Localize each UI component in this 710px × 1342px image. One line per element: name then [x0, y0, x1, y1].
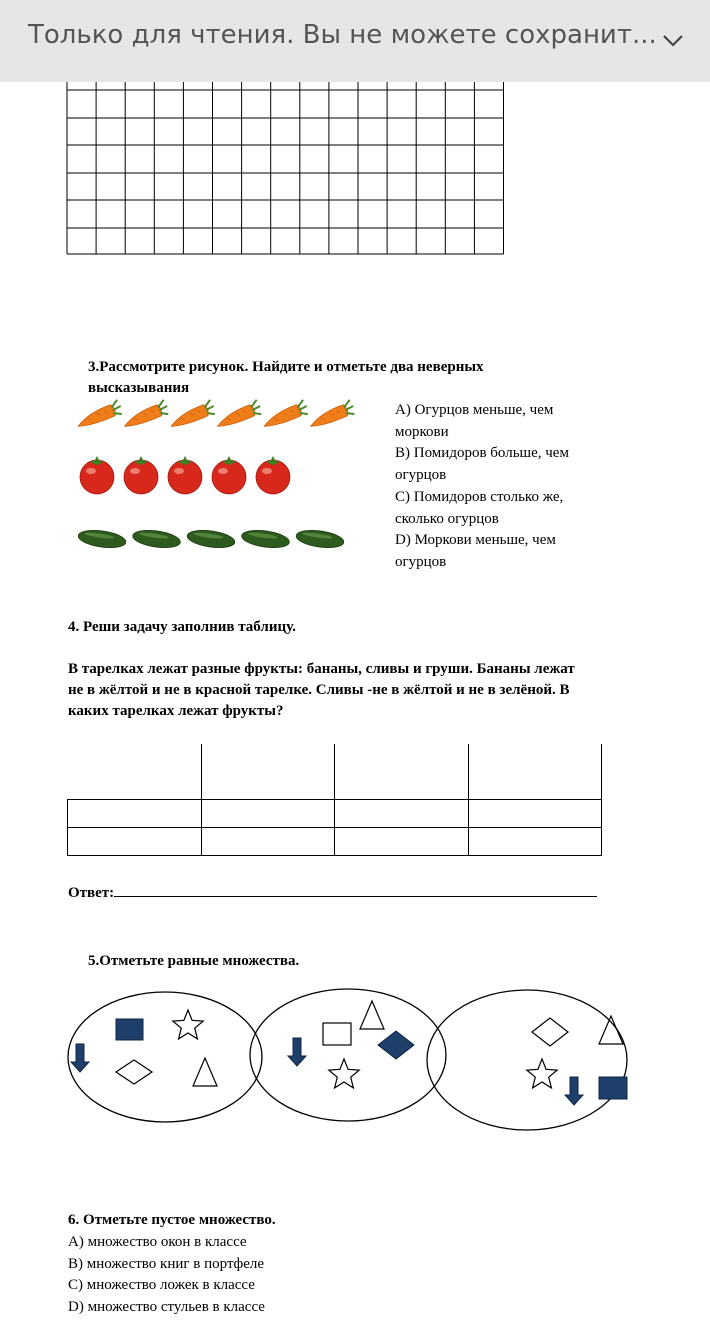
answer-line[interactable]: [114, 882, 597, 897]
carrot-image: [167, 399, 216, 431]
carrot-image: [307, 399, 356, 431]
option-b[interactable]: [395, 443, 615, 486]
option-b-line-2: огурцов: [395, 467, 447, 484]
question-3-options: [395, 400, 615, 574]
table-row: [68, 800, 602, 828]
diamond-shape: [116, 1060, 152, 1084]
read-only-banner: [0, 0, 710, 82]
carrot-image: [214, 399, 263, 431]
question-3-title-line-2: высказывания: [88, 380, 190, 396]
set-3[interactable]: [427, 990, 627, 1130]
cucumber-image: [295, 528, 345, 551]
read-only-message: Только для чтения. Вы не можете сохранит...: [28, 20, 657, 50]
down-arrow-icon: [565, 1077, 583, 1105]
table-cell[interactable]: [68, 828, 202, 856]
question-4-text-line-3: каких тарелках лежат фрукты?: [68, 703, 284, 719]
tomato-image: [124, 456, 158, 494]
option-a-line-1: А) Огурцов меньше, чем: [395, 402, 554, 418]
square-shape: [599, 1077, 627, 1099]
option-d-line-2: огурцов: [395, 553, 447, 570]
option-a-line-2: моркови: [395, 423, 449, 440]
triangle-shape: [360, 1001, 384, 1029]
answer-row: [68, 882, 597, 904]
answer-label: Ответ:: [68, 885, 115, 901]
question-4-text-line-2: не в жёлтой и не в красной тарелке. Сливы -не в жёлтой и не в зелёной. В: [68, 682, 570, 698]
question-3-title: [88, 357, 648, 399]
square-shape: [323, 1023, 351, 1045]
diamond-shape: [532, 1018, 568, 1046]
fruit-plates-table: [67, 744, 602, 856]
option-c[interactable]: [395, 487, 615, 530]
table-cell[interactable]: [468, 744, 601, 800]
table-cell[interactable]: [468, 800, 601, 828]
carrot-image: [121, 399, 170, 431]
question-4-text-line-1: В тарелках лежат разные фрукты: бананы, сливы и груши. Бананы лежат: [68, 661, 575, 677]
cucumber-image: [186, 528, 236, 551]
square-shape: [116, 1019, 143, 1040]
triangle-shape: [193, 1058, 217, 1086]
table-cell[interactable]: [68, 744, 202, 800]
cucumber-image: [77, 528, 127, 551]
tomato-image: [256, 456, 290, 494]
squared-grid: [66, 82, 506, 255]
sets-diagram: [60, 985, 640, 1135]
table-cell[interactable]: [201, 828, 334, 856]
tomato-image: [212, 456, 246, 494]
set-1[interactable]: [68, 992, 262, 1122]
diamond-shape: [378, 1031, 414, 1059]
triangle-shape: [599, 1016, 623, 1044]
option-a[interactable]: [395, 400, 615, 443]
tomato-image: [80, 456, 114, 494]
carrot-image: [74, 399, 123, 431]
option-d[interactable]: [395, 530, 615, 573]
question-5-title: 5.Отметьте равные множества.: [88, 953, 300, 969]
tomato-image: [168, 456, 202, 494]
chevron-down-icon[interactable]: [660, 28, 686, 54]
option-b-line-1: В) Помидоров больше, чем: [395, 445, 569, 462]
table-row: [68, 828, 602, 856]
cucumber-image: [132, 528, 182, 551]
table-row: [68, 744, 602, 800]
table-cell[interactable]: [468, 828, 601, 856]
question-6-options: [68, 1232, 265, 1319]
star-shape: [173, 1010, 203, 1039]
star-shape: [329, 1059, 359, 1088]
option-d-line-1: D) Моркови меньше, чем: [395, 532, 556, 549]
question-6-title: 6. Отметьте пустое множество.: [68, 1212, 276, 1228]
carrot-image: [260, 399, 309, 431]
table-cell[interactable]: [334, 800, 468, 828]
question-3-title-line-1: 3.Рассмотрите рисунок. Найдите и отметьте два неверных: [88, 359, 484, 375]
cucumber-image: [241, 528, 291, 551]
table-cell[interactable]: [201, 800, 334, 828]
down-arrow-icon: [71, 1044, 89, 1072]
option-d[interactable]: D) множество стульев в классе: [68, 1299, 265, 1316]
star-shape: [527, 1059, 557, 1088]
down-arrow-icon: [288, 1038, 306, 1066]
table-cell[interactable]: [68, 800, 202, 828]
table-cell[interactable]: [334, 744, 468, 800]
question-4-text: [68, 659, 668, 722]
vegetables-picture: [70, 398, 370, 568]
table-cell[interactable]: [201, 744, 334, 800]
set-2[interactable]: [250, 989, 446, 1121]
option-c-line-1: С) Помидоров столько же,: [395, 488, 564, 505]
table-cell[interactable]: [334, 828, 468, 856]
option-b[interactable]: В) множество книг в портфеле: [68, 1255, 265, 1272]
option-c[interactable]: С) множество ложек в классе: [68, 1277, 255, 1294]
question-4-title: 4. Реши задачу заполнив таблицу.: [68, 619, 296, 635]
option-a[interactable]: А) множество окон в классе: [68, 1234, 247, 1250]
option-c-line-2: сколько огурцов: [395, 510, 499, 527]
